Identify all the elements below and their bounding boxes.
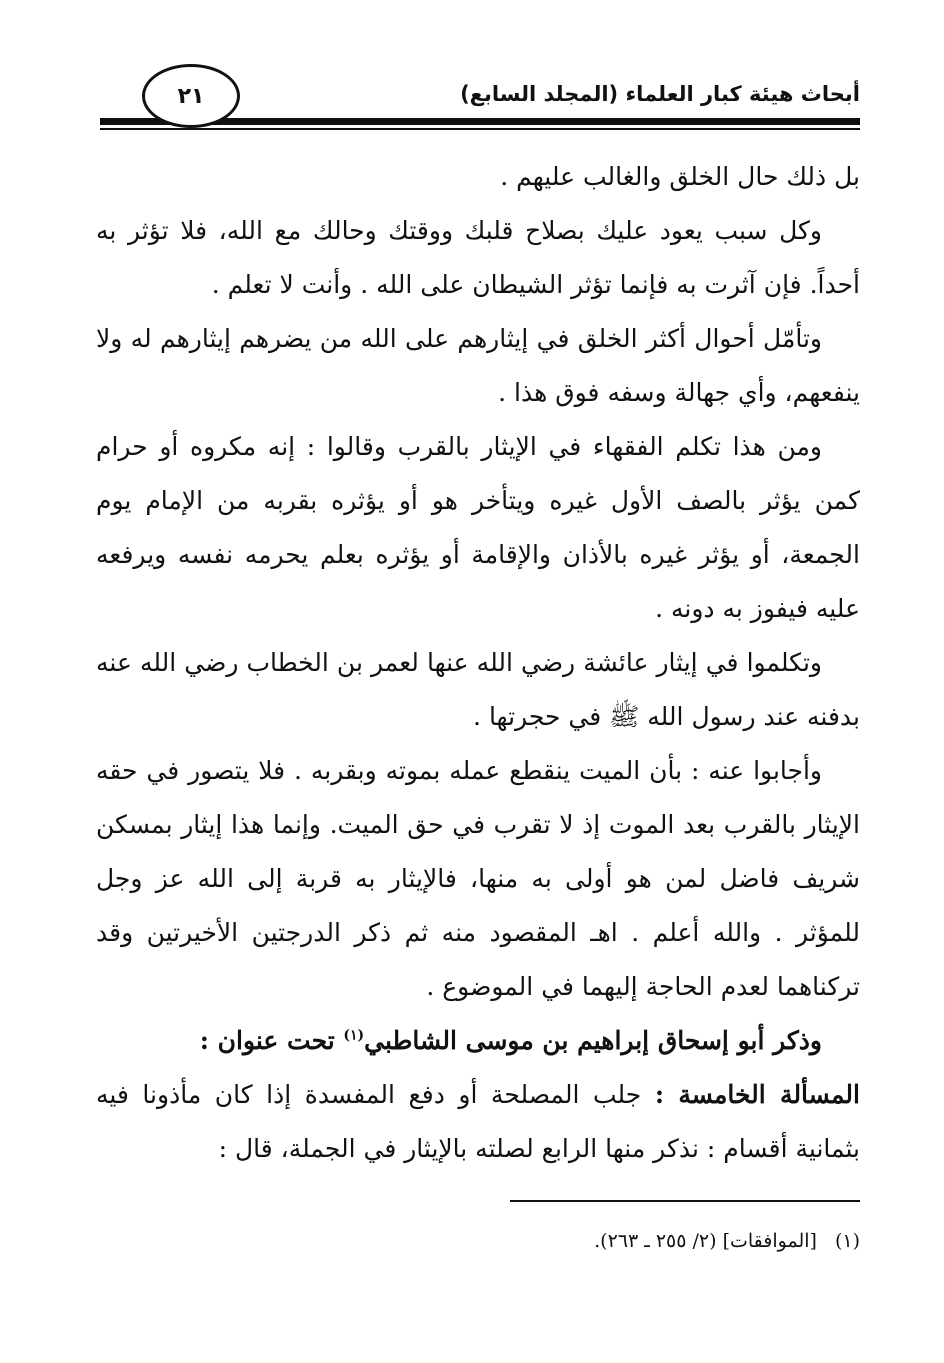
paragraph-2: وكل سبب يعود عليك بصلاح قلبك ووقتك وحالك مع الله، فلا تؤثر به أحداً. فإن آثرت به فإنما تؤثر الشيطان على الله . وأنت لا تعلم .	[96, 216, 860, 299]
footnote-reference: (١)	[343, 1027, 365, 1044]
paragraph-8	[96, 1068, 860, 1176]
paragraph-1: بل ذلك حال الخلق والغالب عليهم .	[500, 162, 860, 191]
paragraph-7	[96, 1014, 860, 1068]
page-number: ٢١	[142, 64, 240, 128]
paragraph-5: وتكلموا في إيثار عائشة رضي الله عنها لعمر بن الخطاب رضي الله عنه بدفنه عند رسول الله ﷺ في حجرتها .	[96, 648, 860, 731]
paragraph-3: وتأمّل أحوال أكثر الخلق في إيثارهم على الله من يضرهم إيثارهم له ولا ينفعهم، وأي جهالة وسفه فوق هذا .	[96, 324, 860, 407]
footnote-separator	[510, 1200, 860, 1202]
footnote	[96, 1226, 860, 1256]
footnote-marker: (١)	[834, 1230, 860, 1252]
header-rule-thin	[100, 128, 860, 130]
running-title: أبحاث هيئة كبار العلماء (المجلد السابع)	[460, 82, 860, 106]
paragraph-6: وأجابوا عنه : بأن الميت ينقطع عمله بموته وبقربه . فلا يتصور في حقه الإيثار بالقرب بعد الموت إذ لا تقرب في حق الميت. وإنما هذا إيثار بمسكن شريف فاضل لمن هو أولى به منها، فالإيثار به قربة إلى الله عز وجل للمؤثر . والله أعلم . اهـ المقصود منه ثم ذكر الدرجتين الأخيرتين وقد تركناهما لعدم الحاجة إليهما في الموضوع .	[96, 756, 860, 1001]
paragraph-7-text-end: تحت عنوان :	[199, 1026, 344, 1055]
page-header	[100, 60, 860, 132]
main-text	[96, 150, 860, 1176]
paragraph-4: ومن هذا تكلم الفقهاء في الإيثار بالقرب وقالوا : إنه مكروه أو حرام كمن يؤثر بالصف الأول غيره ويتأخر هو أو يؤثره بقربه من الإمام يوم الجمعة، أو يؤثر غيره بالأذان والإقامة أو يؤثره بعلم يحرمه نفسه ويرفعه عليه فيفوز به دونه .	[96, 432, 860, 623]
footnote-text: [الموافقات] (٢/ ٢٥٥ ـ ٢٦٣).	[594, 1230, 817, 1252]
section-heading: المسألة الخامسة :	[654, 1080, 860, 1109]
paragraph-7-text: وذكر أبو إسحاق إبراهيم بن موسى الشاطبي	[364, 1026, 822, 1055]
paragraph-8-text: جلب المصلحة أو دفع المفسدة إذا كان مأذونا فيه بثمانية أقسام : نذكر منها الرابع لصلته بالإيثار في الجملة، قال :	[96, 1080, 860, 1163]
